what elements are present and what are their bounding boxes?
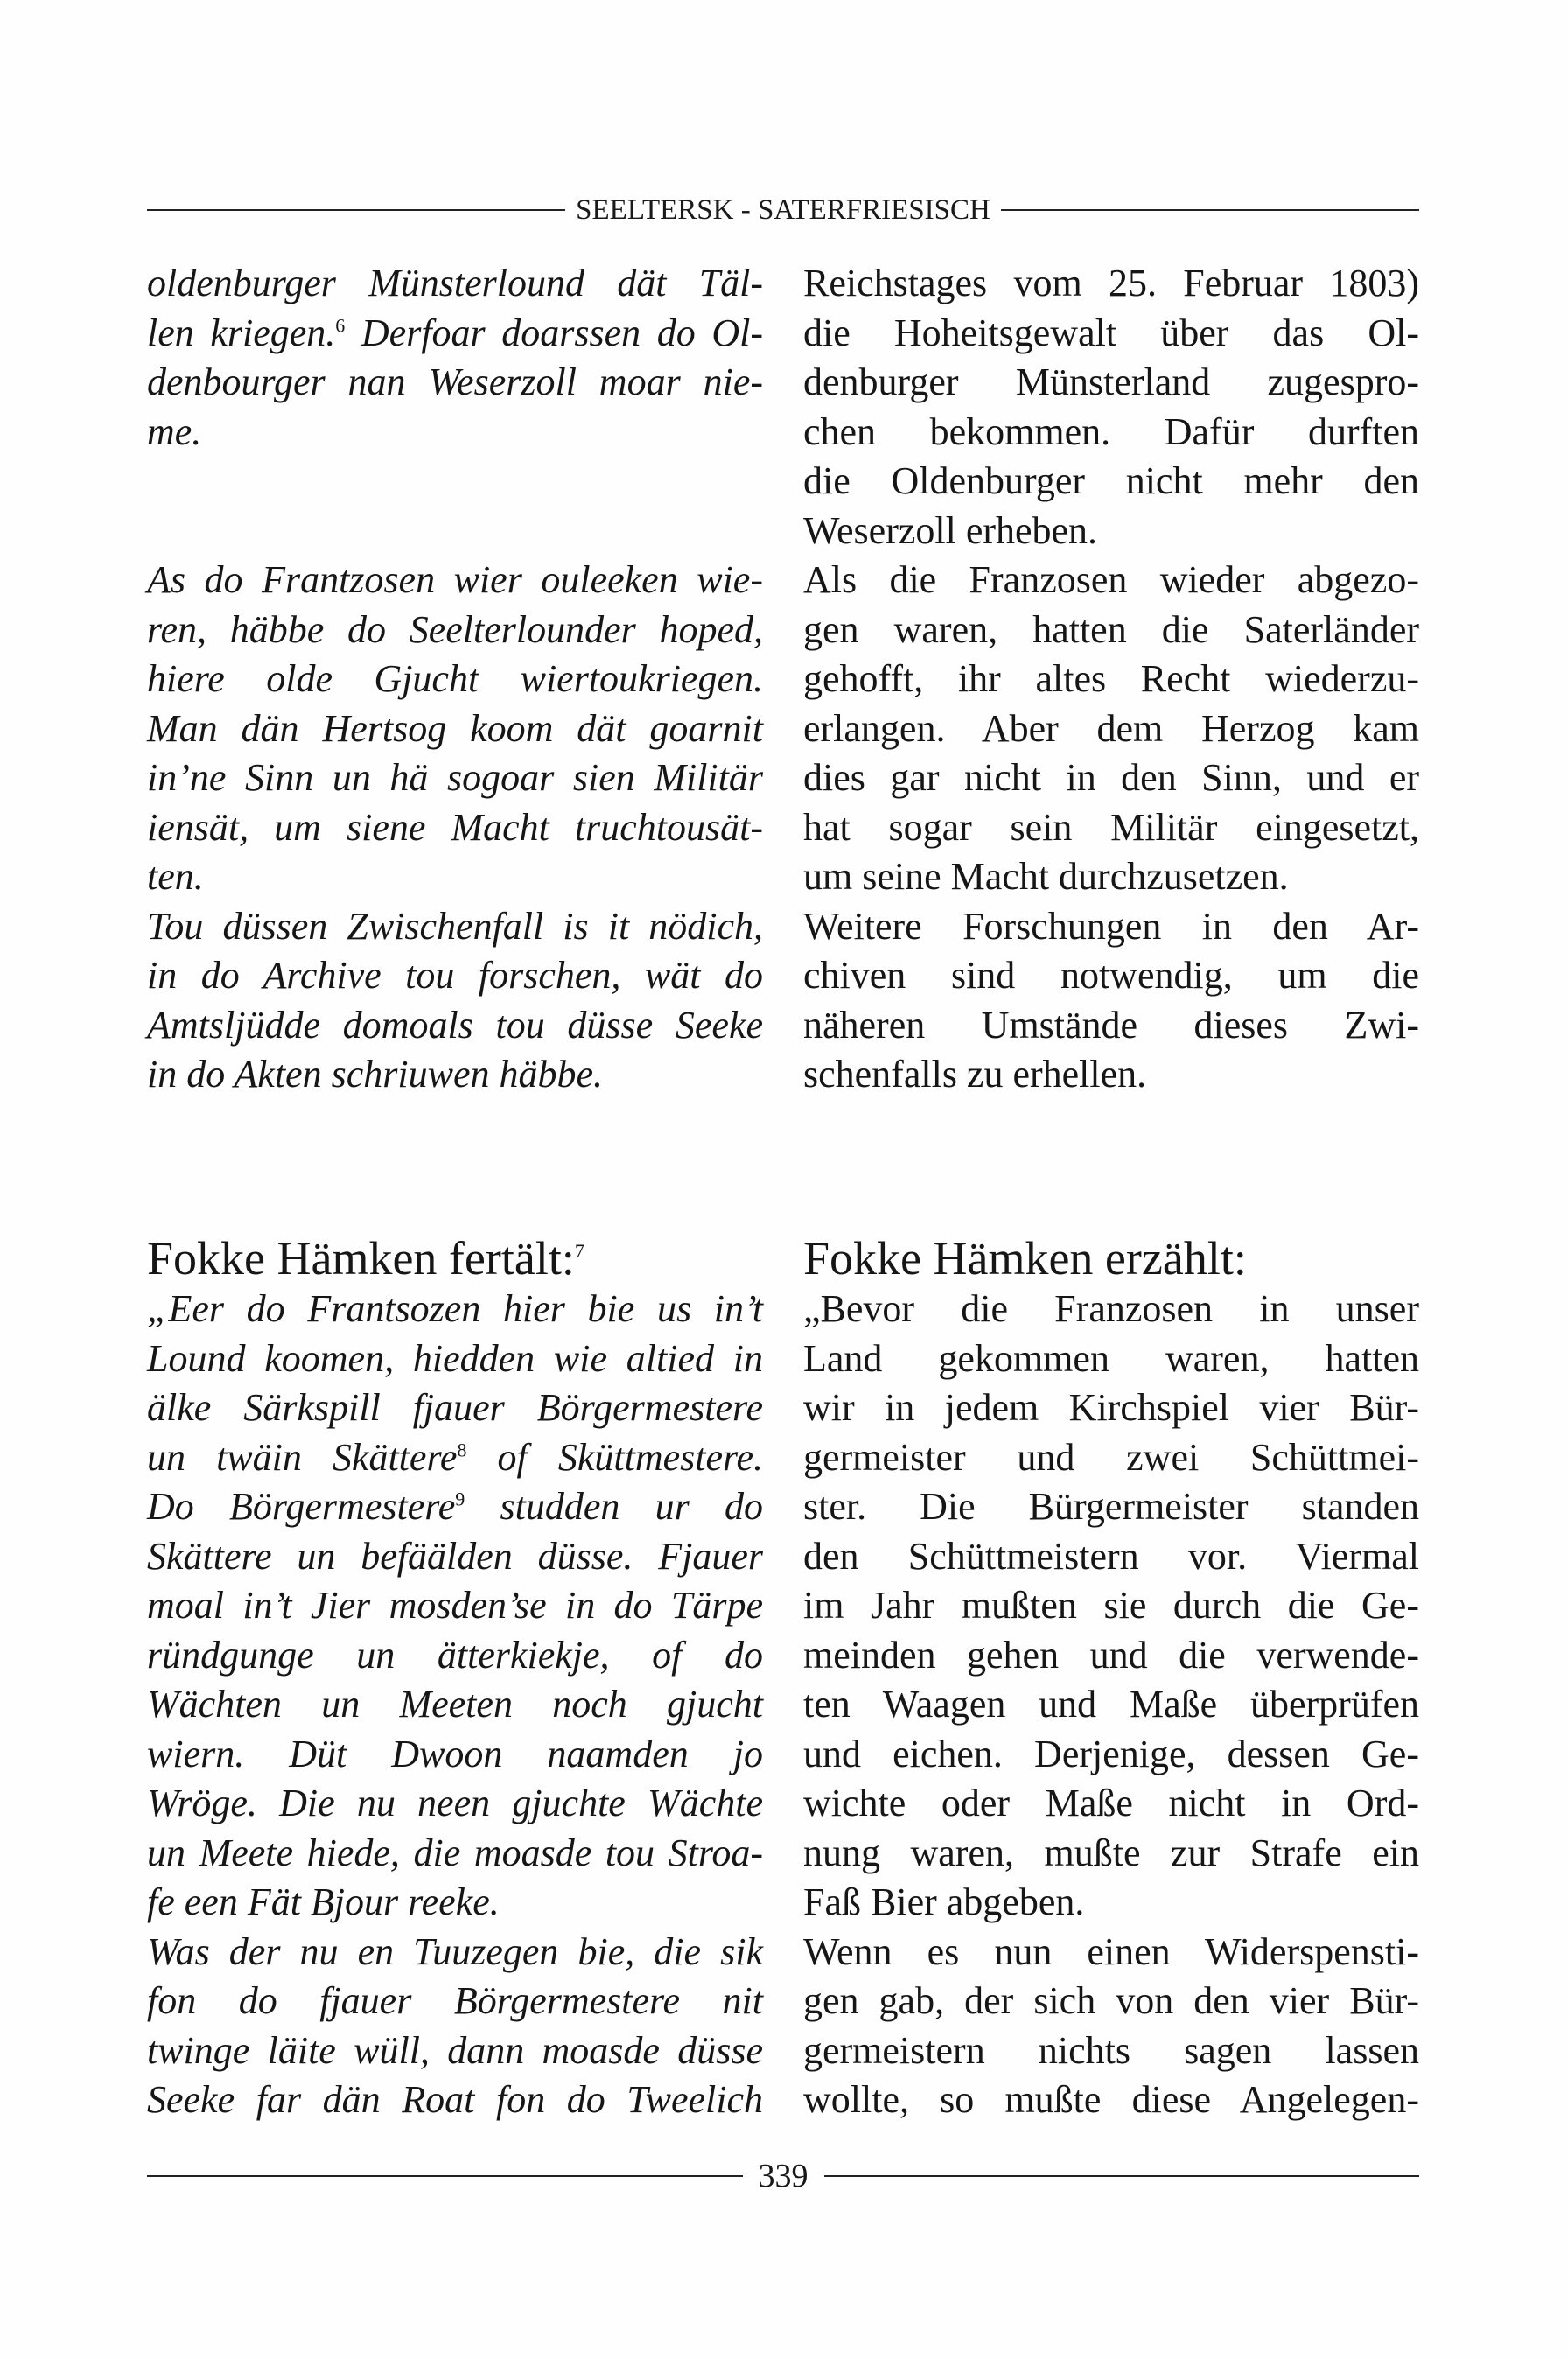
- section1-left-column: [147, 259, 763, 1100]
- text-line: im Jahr mußten sie durch die Ge-: [803, 1584, 1419, 1627]
- text-fragment: Do Börgermestere: [147, 1485, 456, 1528]
- paragraph: [803, 1284, 1419, 2125]
- text-line: me.: [147, 410, 202, 453]
- text-line: erlangen. Aber dem Herzog kam: [803, 706, 1419, 750]
- paragraph: [147, 1284, 763, 2125]
- text-line: Wröge. Die nu neen gjuchte Wächte: [147, 1782, 763, 1824]
- text-line: Was der nu en Tuuzegen bie, die sik: [147, 1929, 763, 1973]
- text-line: „Eer do Frantsozen hier bie us in’t: [147, 1287, 763, 1330]
- text-line: in do Archive tou forschen, wät do: [147, 954, 763, 997]
- text-line: chen bekommen. Dafür durften: [803, 410, 1419, 453]
- text-line: [147, 1482, 763, 1532]
- text-line: fe een Fät Bjour reeke.: [147, 1880, 500, 1923]
- paragraph: [147, 902, 763, 1100]
- header-rule-left: [147, 209, 565, 211]
- text-line: germeister und zwei Schüttmei-: [803, 1435, 1419, 1479]
- paragraph: [803, 556, 1419, 902]
- text-line: ren, häbbe do Seelterlounder hoped,: [147, 607, 763, 651]
- text-line: Als die Franzosen wieder abgezo-: [803, 558, 1419, 601]
- text-line: Seeke far dän Roat fon do Tweelich: [147, 2078, 763, 2121]
- text-line: twinge läite wüll, dann moasde düsse: [147, 2028, 763, 2072]
- text-line: moal in’t Jier mosden’se in do Tärpe: [147, 1584, 763, 1627]
- text-line: meinden gehen und die verwende-: [803, 1633, 1419, 1676]
- text-line: iensät, um siene Macht truchtousät-: [147, 805, 763, 849]
- footer-rule-left: [147, 2175, 743, 2177]
- section2-left-column: [147, 1232, 763, 2125]
- text-line: Wenn es nun einen Widerspensti-: [803, 1929, 1419, 1973]
- text-line: den Schüttmeistern vor. Viermal: [803, 1534, 1419, 1578]
- text-line: Wächten un Meeten noch gjucht: [147, 1683, 763, 1726]
- text-line: näheren Umstände dieses Zwi-: [803, 1003, 1419, 1046]
- text-line: in do Akten schriuwen häbbe.: [147, 1053, 603, 1096]
- text-line: Faß Bier abgeben.: [803, 1880, 1085, 1923]
- text-fragment: Derfoar doarssen do Ol-: [360, 311, 763, 354]
- running-header: [147, 192, 1419, 228]
- footer-rule-right: [824, 2175, 1420, 2177]
- text-line: schenfalls zu erhellen.: [803, 1053, 1147, 1096]
- page-number: 339: [758, 2158, 808, 2194]
- text-line: wollte, so mußte diese Angelegen-: [803, 2078, 1419, 2121]
- text-line: und eichen. Derjenige, dessen Ge-: [803, 1732, 1419, 1775]
- text-fragment: studden ur do: [500, 1485, 763, 1528]
- text-line: älke Särkspill fjauer Börgermestere: [147, 1386, 763, 1429]
- text-line: die Hoheitsgewalt über das Ol-: [803, 311, 1419, 354]
- section2-right-column: [803, 1232, 1419, 2125]
- text-line: gehofft, ihr altes Recht wiederzu-: [803, 657, 1419, 700]
- text-line: Lound koomen, hiedden wie altied in: [147, 1336, 763, 1380]
- section-heading: [147, 1232, 763, 1284]
- text-line: As do Frantzosen wier ouleeken wie-: [147, 558, 763, 601]
- text-line: Weserzoll erheben.: [803, 508, 1098, 552]
- text-line: hiere olde Gjucht wiertoukriegen.: [147, 657, 763, 700]
- paragraph-gap: [147, 457, 763, 556]
- text-line: germeistern nichts sagen lassen: [803, 2028, 1419, 2072]
- text-line: ründgunge un ätterkiekje, of do: [147, 1633, 763, 1676]
- text-line: fon do fjauer Börgermestere nit: [147, 1979, 763, 2022]
- heading-text: Fokke Hämken fertält:: [147, 1232, 575, 1284]
- text-fragment: un twäin Skättere: [147, 1435, 458, 1479]
- paragraph: [803, 259, 1419, 556]
- text-line: denburger Münsterland zugespro-: [803, 360, 1419, 403]
- text-line: „Bevor die Franzosen in unser: [803, 1287, 1419, 1330]
- text-line: ten.: [147, 855, 204, 898]
- text-line: chiven sind notwendig, um die: [803, 954, 1419, 997]
- paragraph: [803, 902, 1419, 1100]
- text-fragment: len kriegen.: [147, 311, 336, 354]
- text-line: denbourger nan Weserzoll moar nie-: [147, 360, 763, 403]
- text-line: wiern. Düt Dwoon naamden jo: [147, 1732, 763, 1775]
- text-line: hat sogar sein Militär eingesetzt,: [803, 805, 1419, 849]
- text-line: Man dän Hertsog koom dät goarnit: [147, 706, 763, 750]
- text-line: gen waren, hatten die Saterländer: [803, 607, 1419, 651]
- footnote-ref[interactable]: 6: [335, 313, 346, 336]
- text-line: wir in jedem Kirchspiel vier Bür-: [803, 1386, 1419, 1429]
- footnote-ref[interactable]: 9: [455, 1488, 466, 1510]
- text-line: in’ne Sinn un hä sogoar sien Militär: [147, 756, 763, 799]
- footnote-ref[interactable]: 7: [574, 1240, 584, 1262]
- text-line: Amtsljüdde domoals tou düsse Seeke: [147, 1003, 763, 1046]
- text-line: gen gab, der sich von den vier Bür-: [803, 1979, 1419, 2022]
- header-rule-right: [1001, 209, 1419, 211]
- text-line: nung waren, mußte zur Strafe ein: [803, 1830, 1419, 1874]
- text-line: die Oldenburger nicht mehr den: [803, 459, 1419, 502]
- text-line: wichte oder Maße nicht in Ord-: [803, 1782, 1419, 1824]
- text-line: [147, 309, 763, 359]
- text-line: Weitere Forschungen in den Ar-: [803, 904, 1419, 948]
- text-line: dies gar nicht in den Sinn, und er: [803, 756, 1419, 799]
- text-line: ster. Die Bürgermeister standen: [803, 1485, 1419, 1528]
- text-line: [147, 1433, 763, 1483]
- running-head-title: SEELTERSK - SATERFRIESISCH: [576, 193, 990, 226]
- section-heading: Fokke Hämken erzählt:: [803, 1232, 1247, 1284]
- text-fragment: of Sküttmestere.: [497, 1435, 764, 1479]
- page-footer: [147, 2154, 1419, 2198]
- text-line: Skättere un befäälden düsse. Fjauer: [147, 1534, 763, 1578]
- text-line: Reichstages vom 25. Februar 1803): [803, 262, 1419, 304]
- text-line: un Meete hiede, die moasde tou Stroa-: [147, 1830, 763, 1874]
- section1-right-column: [803, 259, 1419, 1100]
- text-line: Land gekommen waren, hatten: [803, 1336, 1419, 1380]
- text-line: um seine Macht durchzusetzen.: [803, 855, 1289, 898]
- text-line: ten Waagen und Maße überprüfen: [803, 1683, 1419, 1726]
- text-line: Tou düssen Zwischenfall is it nödich,: [147, 904, 763, 948]
- paragraph: [147, 556, 763, 902]
- paragraph: [147, 259, 763, 457]
- text-line: oldenburger Münsterlound dät Täl-: [147, 262, 763, 304]
- footnote-ref[interactable]: 8: [457, 1438, 467, 1460]
